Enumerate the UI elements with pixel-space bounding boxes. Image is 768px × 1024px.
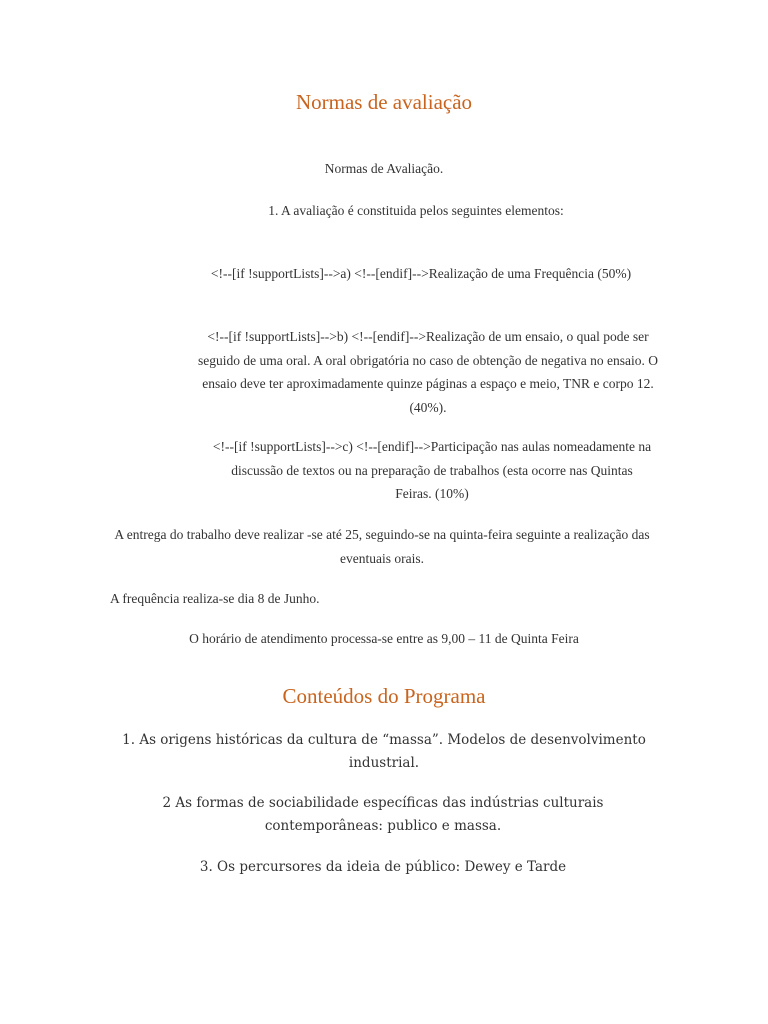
subtitle-normas: Normas de Avaliação.: [324, 161, 444, 176]
program-item-2: 2 As formas de sociabilidade específicas das indústrias culturais contemporâneas: publico e massa.: [162, 795, 604, 834]
evaluation-item-c: <!--[if !supportLists]-->c) <!--[endif]-->Participação nas aulas nomeadamente na discussão de textos ou na preparação de trabalhos (esta ocorre nas Quintas Feiras. (10%): [212, 439, 652, 501]
evaluation-elements-intro: 1. A avaliação é constituida pelos seguintes elementos:: [268, 203, 564, 218]
section-heading-normas: Normas de avaliação: [295, 90, 473, 114]
office-hours-text: O horário de atendimento processa-se entre as 9,00 – 11 de Quinta Feira: [189, 631, 579, 646]
program-item-1: 1. As origens históricas da cultura de “massa”. Modelos de desenvolvimento industrial.: [122, 732, 646, 771]
section-heading-conteudos: Conteúdos do Programa: [282, 684, 486, 708]
submission-deadline-text: A entrega do trabalho deve realizar -se até 25, seguindo-se na quinta-feira seguinte a realização das eventuais orais.: [114, 527, 650, 566]
program-item-3: 3. Os percursores da ideia de público: Dewey e Tarde: [199, 859, 567, 875]
exam-date-text: A frequência realiza-se dia 8 de Junho.: [110, 591, 320, 606]
evaluation-item-a: <!--[if !supportLists]-->a) <!--[endif]-->Realização de uma Frequência (50%): [210, 266, 632, 281]
evaluation-item-b: <!--[if !supportLists]-->b) <!--[endif]-->Realização de um ensaio, o qual pode ser seguido de uma oral. A oral obrigatória no caso de obtenção de negativa no ensaio. O ensaio deve ter aproximadamente quinze páginas a espaço e meio, TNR e corpo 12. (40%).: [198, 329, 658, 415]
